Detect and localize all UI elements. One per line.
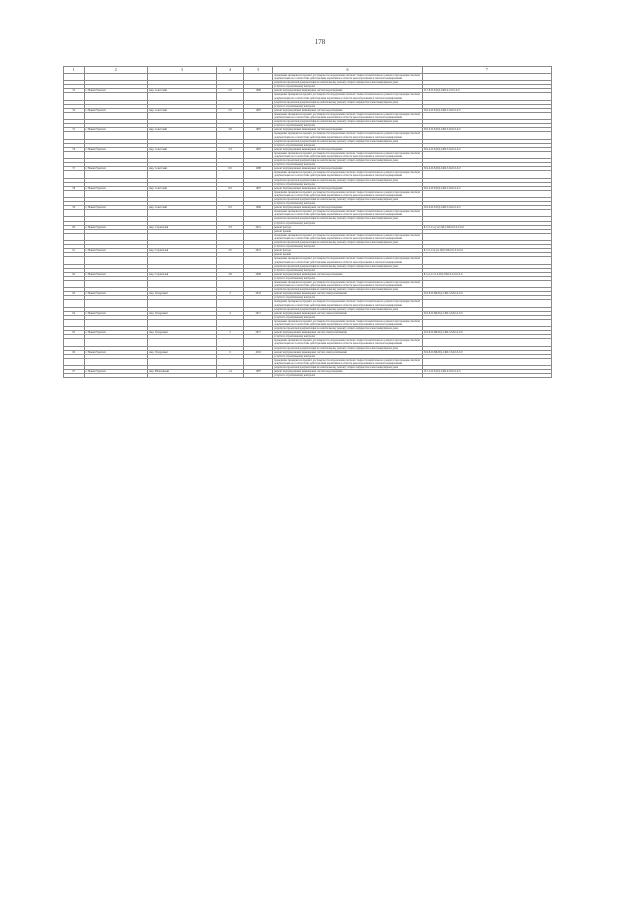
table-row: [64, 339, 552, 346]
street-cell: [148, 374, 217, 378]
work-type-cell: услуги по строительному контролю: [273, 335, 423, 339]
work-type-cell: проведение проверки на предмет достоверности определения сметной стоимости капитального ремонта при проверке сметной документации на соответствие действующим нормативам в области ценообразования в сметном нормировании: [273, 210, 423, 217]
row-number-cell: [64, 280, 85, 287]
column-number: 4: [216, 67, 244, 74]
work-type-cell: проведение проверки на предмет достоверности определения сметной стоимости капитального ремонта при проверке сметной документации на соответствие действующим нормативам в области ценообразования в сметном нормировании: [273, 339, 423, 346]
house-cell: 3/6: [216, 272, 244, 276]
table-row: [64, 132, 552, 139]
column-number: 7: [422, 67, 551, 74]
work-type-cell: разработка проектной документации по капитальному ремонту общего имущества в многоквартирном доме: [273, 264, 423, 268]
row-number-cell: 61: [64, 249, 85, 253]
street-cell: мкр. Тундровый: [148, 292, 217, 296]
street-cell: мкр. Советский: [148, 108, 217, 112]
work-type-cell: разработка проектной документации по капитальному ремонту общего имущества в многоквартирном доме: [273, 327, 423, 331]
year-cell: 1986: [244, 89, 273, 93]
table-row: [64, 374, 552, 378]
year-cell: [244, 74, 273, 81]
column-number: 1: [64, 67, 85, 74]
year-cell: 1987: [244, 370, 273, 374]
row-number-cell: [64, 300, 85, 307]
city-cell: [84, 171, 148, 178]
row-number-cell: 57: [64, 167, 85, 171]
work-type-cell: проведение проверки на предмет достоверности определения сметной стоимости капитального ремонта при проверке сметной документации на соответствие действующим нормативам в области ценообразования в сметном нормировании: [273, 280, 423, 287]
work-type-cell: услуги по строительному контролю: [273, 104, 423, 108]
street-cell: [148, 151, 217, 158]
work-type-cell: ремонт внутридомовых инженерных систем водоотведения: [273, 272, 423, 276]
code-cell: [422, 233, 551, 240]
house-cell: 3: [216, 292, 244, 296]
row-number-cell: 66: [64, 350, 85, 354]
work-type-cell: проведение проверки на предмет достоверности определения сметной стоимости капитального ремонта при проверке сметной документации на соответствие действующим нормативам в области ценообразования в сметном нормировании: [273, 74, 423, 81]
row-number-cell: 55: [64, 128, 85, 132]
street-cell: мкр. Строителей: [148, 272, 217, 276]
street-cell: мкр. Советский: [148, 147, 217, 151]
street-cell: [148, 339, 217, 346]
work-type-cell: ремонт внутридомовых инженерных систем водоотведения: [273, 370, 423, 374]
row-number-cell: [64, 190, 85, 197]
work-type-cell: разработка проектной документации по капитальному ремонту общего имущества в многоквартирном доме: [273, 198, 423, 202]
street-cell: мкр. Юбилейный: [148, 370, 217, 374]
year-cell: 1986: [244, 206, 273, 210]
city-cell: г. Новый Уренгой: [84, 331, 148, 335]
work-type-cell: ремонт внутридомовых инженерных систем водоотведения: [273, 167, 423, 171]
street-cell: [148, 257, 217, 264]
code-cell: [422, 339, 551, 346]
table-row: [64, 171, 552, 178]
year-cell: [244, 233, 273, 240]
code-cell: П-9-4-П-8-ПД-СКБ-5-М-0-0-0-0: [422, 167, 551, 171]
code-cell: П-9-3-П-8-ПД-СКБ-3-М-0-0-0-0: [422, 128, 551, 132]
code-cell: [422, 74, 551, 81]
city-cell: [84, 257, 148, 264]
code-cell: Б-5-4-Сэ-0-0-ПД-СКБ-0-0-0-0-0-0: [422, 272, 551, 276]
table-row: [64, 280, 552, 287]
code-cell: П-9-8-П-8Ф-ПД-СКБ-3-М-0-0-0-0: [422, 292, 551, 296]
work-type-cell: разработка проектной документации по капитальному ремонту общего имущества в многоквартирном доме: [273, 159, 423, 163]
city-cell: г. Новый Уренгой: [84, 350, 148, 354]
code-cell: [422, 280, 551, 287]
code-cell: [422, 93, 551, 100]
row-number-cell: [64, 374, 85, 378]
year-cell: [244, 358, 273, 365]
city-cell: г. Новый Уренгой: [84, 249, 148, 253]
row-number-cell: [64, 151, 85, 158]
page-number: 178: [314, 38, 326, 46]
row-number-cell: [64, 93, 85, 100]
capital-repair-table: [63, 66, 552, 378]
city-cell: [84, 151, 148, 158]
city-cell: г. Новый Уренгой: [84, 272, 148, 276]
work-type-cell: ремонт внутридомовых инженерных систем водоотведения: [273, 128, 423, 132]
code-cell: П-9-8-П-8Ф-ПД-СКБ-3-М-0-0-0-0: [422, 331, 551, 335]
city-cell: [84, 339, 148, 346]
house-cell: 8/2: [216, 167, 244, 171]
street-cell: мкр. Тундровый: [148, 350, 217, 354]
work-type-cell: проведение проверки на предмет достоверности определения сметной стоимости капитального ремонта при проверке сметной документации на соответствие действующим нормативам в области ценообразования в сметном нормировании: [273, 190, 423, 197]
city-cell: [84, 300, 148, 307]
work-type-cell: ремонт внутридомовых инженерных систем водоотведения: [273, 186, 423, 190]
city-cell: г. Новый Уренгой: [84, 167, 148, 171]
table-row: [64, 319, 552, 326]
row-number-cell: [64, 74, 85, 81]
work-type-cell: проведение проверки на предмет достоверности определения сметной стоимости капитального ремонта при проверке сметной документации на соответствие действующим нормативам в области ценообразования в сметном нормировании: [273, 300, 423, 307]
work-type-cell: услуги по строительному контролю: [273, 276, 423, 280]
house-cell: [216, 257, 244, 264]
street-cell: мкр. Тундровый: [148, 311, 217, 315]
house-cell: 2/5: [216, 108, 244, 112]
street-cell: [148, 280, 217, 287]
work-type-cell: разработка проектной документации по капитальному ремонту общего имущества в многоквартирном доме: [273, 81, 423, 85]
house-cell: [216, 319, 244, 326]
city-cell: [84, 358, 148, 365]
work-type-cell: услуги по строительному контролю: [273, 143, 423, 147]
year-cell: 2015: [244, 225, 273, 229]
year-cell: [244, 280, 273, 287]
work-type-cell: проведение проверки на предмет достоверности определения сметной стоимости капитального ремонта при проверке сметной документации на соответствие действующим нормативам в области ценообразования в сметном нормировании: [273, 257, 423, 264]
street-cell: [148, 190, 217, 197]
continuation-row: [64, 74, 552, 81]
house-cell: [216, 374, 244, 378]
street-cell: мкр. Строителей: [148, 225, 217, 229]
year-cell: [244, 210, 273, 217]
city-cell: [84, 210, 148, 217]
row-number-cell: 62: [64, 272, 85, 276]
city-cell: [84, 319, 148, 326]
code-cell: Б-5-3-Сэ-(г)-0-ПД-СКБ-0-0-0-0-0-0: [422, 225, 551, 229]
work-type-cell: услуги по строительному контролю: [273, 221, 423, 225]
house-cell: 3/3: [216, 225, 244, 229]
house-cell: [216, 190, 244, 197]
work-type-cell: разработка проектной документации по капитальному ремонту общего имущества в многоквартирном доме: [273, 346, 423, 350]
street-cell: мкр. Советский: [148, 186, 217, 190]
row-number-cell: 56: [64, 147, 85, 151]
row-number-cell: 59: [64, 206, 85, 210]
work-type-cell: ремонт фасада: [273, 249, 423, 253]
row-number-cell: 54: [64, 108, 85, 112]
year-cell: 1987: [244, 186, 273, 190]
work-type-cell: ремонт внутридомовых инженерных систем электроснабжения: [273, 331, 423, 335]
street-cell: мкр. Советский: [148, 128, 217, 132]
city-cell: [84, 112, 148, 119]
code-cell: [422, 190, 551, 197]
city-cell: [84, 190, 148, 197]
city-cell: [84, 93, 148, 100]
table-row: [64, 358, 552, 365]
row-number-cell: [64, 171, 85, 178]
street-cell: мкр. Советский: [148, 89, 217, 93]
work-type-cell: ремонт внутридомовых инженерных систем водоотведения: [273, 108, 423, 112]
house-cell: [216, 210, 244, 217]
street-cell: [148, 74, 217, 81]
city-cell: г. Новый Уренгой: [84, 186, 148, 190]
house-cell: [216, 74, 244, 81]
city-cell: [84, 132, 148, 139]
city-cell: г. Новый Уренгой: [84, 206, 148, 210]
column-number: 2: [84, 67, 148, 74]
code-cell: [422, 210, 551, 217]
city-cell: [84, 280, 148, 287]
row-number-cell: 60: [64, 225, 85, 229]
work-type-cell: проведение проверки на предмет достоверности определения сметной стоимости капитального ремонта при проверке сметной документации на соответствие действующим нормативам в области ценообразования в сметном нормировании: [273, 319, 423, 326]
work-type-cell: разработка проектной документации по капитальному ремонту общего имущества в многоквартирном доме: [273, 178, 423, 182]
row-number-cell: 53: [64, 89, 85, 93]
house-cell: 9/2: [216, 206, 244, 210]
year-cell: 2008: [244, 272, 273, 276]
code-cell: [422, 374, 551, 378]
column-number: 6: [273, 67, 423, 74]
table-row: [64, 190, 552, 197]
row-number-cell: 58: [64, 186, 85, 190]
house-cell: 8/4: [216, 186, 244, 190]
city-cell: г. Новый Уренгой: [84, 292, 148, 296]
code-cell: [422, 257, 551, 264]
work-type-cell: проведение проверки на предмет достоверности определения сметной стоимости капитального ремонта при проверке сметной документации на соответствие действующим нормативам в области ценообразования в сметном нормировании: [273, 151, 423, 158]
code-cell: [422, 132, 551, 139]
work-type-cell: ремонт крыши: [273, 253, 423, 257]
street-cell: [148, 112, 217, 119]
house-cell: [216, 339, 244, 346]
house-cell: [216, 112, 244, 119]
work-type-cell: ремонт крыши: [273, 229, 423, 233]
code-cell: [422, 319, 551, 326]
row-number-cell: [64, 112, 85, 119]
city-cell: [84, 374, 148, 378]
work-type-cell: разработка проектной документации по капитальному ремонту общего имущества в многоквартирном доме: [273, 307, 423, 311]
table-row: [64, 257, 552, 264]
row-number-cell: [64, 339, 85, 346]
work-type-cell: ремонт внутридомовых инженерных систем электроснабжения: [273, 350, 423, 354]
house-cell: 6: [216, 350, 244, 354]
work-type-cell: ремонт внутридомовых инженерных систем водоотведения: [273, 89, 423, 93]
table-row: [64, 112, 552, 119]
year-cell: 1987: [244, 108, 273, 112]
work-type-cell: разработка проектной документации по капитальному ремонту общего имущества в многоквартирном доме: [273, 288, 423, 292]
work-type-cell: разработка проектной документации по капитальному ремонту общего имущества в многоквартирном доме: [273, 120, 423, 124]
work-type-cell: разработка проектной документации по капитальному ремонту общего имущества в многоквартирном доме: [273, 100, 423, 104]
street-cell: [148, 319, 217, 326]
work-type-cell: ремонт внутридомовых инженерных систем водоотведения: [273, 206, 423, 210]
house-cell: [216, 300, 244, 307]
row-number-cell: 63: [64, 292, 85, 296]
year-cell: [244, 257, 273, 264]
year-cell: [244, 151, 273, 158]
column-number-row: [64, 67, 552, 74]
street-cell: [148, 93, 217, 100]
house-cell: 2/6: [216, 128, 244, 132]
year-cell: 2016: [244, 350, 273, 354]
table-row: [64, 210, 552, 217]
year-cell: 2015: [244, 249, 273, 253]
code-cell: П-9-8-П-8Ф-ПД-СКБ-3-М-0-0-0-0: [422, 350, 551, 354]
house-cell: 3/5: [216, 249, 244, 253]
code-cell: [422, 300, 551, 307]
work-type-cell: ремонт внутридомовых инженерных систем электроснабжения: [273, 292, 423, 296]
row-number-cell: [64, 358, 85, 365]
street-cell: [148, 233, 217, 240]
street-cell: [148, 132, 217, 139]
table-row: [64, 233, 552, 240]
work-type-cell: разработка проектной документации по капитальному ремонту общего имущества в многоквартирном доме: [273, 139, 423, 143]
street-cell: [148, 171, 217, 178]
table-row: [64, 93, 552, 100]
work-type-cell: ремонт фасада: [273, 225, 423, 229]
work-type-cell: услуги по строительному контролю: [273, 296, 423, 300]
year-cell: [244, 132, 273, 139]
street-cell: мкр. Строителей: [148, 249, 217, 253]
city-cell: г. Новый Уренгой: [84, 311, 148, 315]
year-cell: 1987: [244, 147, 273, 151]
year-cell: 2019: [244, 292, 273, 296]
work-type-cell: проведение проверки на предмет достоверности определения сметной стоимости капитального ремонта при проверке сметной документации на соответствие действующим нормативам в области ценообразования в сметном нормировании: [273, 171, 423, 178]
work-type-cell: услуги по строительному контролю: [273, 85, 423, 89]
house-cell: [216, 233, 244, 240]
street-cell: мкр. Советский: [148, 167, 217, 171]
city-cell: г. Новый Уренгой: [84, 89, 148, 93]
street-cell: мкр. Советский: [148, 206, 217, 210]
table-row: [64, 151, 552, 158]
code-cell: Б-5-3-Сэ(г)-0-ПД-СКБ-0-0-0-0-0-0: [422, 249, 551, 253]
city-cell: г. Новый Уренгой: [84, 225, 148, 229]
table-row: [64, 300, 552, 307]
row-number-cell: [64, 132, 85, 139]
year-cell: [244, 190, 273, 197]
work-type-cell: ремонт внутридомовых инженерных систем электроснабжения: [273, 311, 423, 315]
code-cell: П-7-2-П-8-ПД-СКБ-0-М-0-0-0-0: [422, 370, 551, 374]
work-type-cell: услуги по строительному контролю: [273, 124, 423, 128]
row-number-cell: 67: [64, 370, 85, 374]
work-type-cell: проведение проверки на предмет достоверности определения сметной стоимости капитального ремонта при проверке сметной документации на соответствие действующим нормативам в области ценообразования в сметном нормировании: [273, 358, 423, 365]
house-cell: 4: [216, 311, 244, 315]
house-cell: [216, 171, 244, 178]
city-cell: [84, 74, 148, 81]
city-cell: г. Новый Уренгой: [84, 128, 148, 132]
code-cell: [422, 151, 551, 158]
house-cell: [216, 280, 244, 287]
code-cell: [422, 171, 551, 178]
row-number-cell: [64, 233, 85, 240]
code-cell: П-9-8-П-8Ф-ПД-СКБ-3-М-0-0-0-0: [422, 311, 551, 315]
house-cell: 5: [216, 331, 244, 335]
work-type-cell: услуги по строительному контролю: [273, 245, 423, 249]
work-type-cell: разработка проектной документации по капитальному ремонту общего имущества в многоквартирном доме: [273, 217, 423, 221]
work-type-cell: услуги по строительному контролю: [273, 268, 423, 272]
row-number-cell: [64, 210, 85, 217]
street-cell: [148, 210, 217, 217]
year-cell: 1987: [244, 128, 273, 132]
year-cell: 2017: [244, 311, 273, 315]
house-cell: 2/2: [216, 89, 244, 93]
year-cell: [244, 93, 273, 100]
code-cell: П-9-4-П-8-ПД-СКБ-5-М-0-0-0-0: [422, 108, 551, 112]
row-number-cell: [64, 257, 85, 264]
code-cell: [422, 112, 551, 119]
work-type-cell: услуги по строительному контролю: [273, 202, 423, 206]
street-cell: [148, 358, 217, 365]
street-cell: мкр. Тундровый: [148, 331, 217, 335]
house-cell: [216, 132, 244, 139]
work-type-cell: разработка проектной документации по капитальному ремонту общего имущества в многоквартирном доме: [273, 366, 423, 370]
code-cell: П-9-6-П-8-ПД-СКБ-5-М-0-0-0-0: [422, 206, 551, 210]
row-number-cell: 65: [64, 331, 85, 335]
work-type-cell: проведение проверки на предмет достоверности определения сметной стоимости капитального ремонта при проверке сметной документации на соответствие действующим нормативам в области ценообразования в сметном нормировании: [273, 93, 423, 100]
city-cell: [84, 233, 148, 240]
city-cell: г. Новый Уренгой: [84, 147, 148, 151]
house-cell: 3/3: [216, 147, 244, 151]
code-cell: П-9-2-П-8-ПД-СКБ-5-М-0-0-0-0: [422, 186, 551, 190]
code-cell: П-7-8-П-8-ПД-СКБ-0-2-0-0-0-0: [422, 89, 551, 93]
year-cell: 2017: [244, 331, 273, 335]
work-type-cell: проведение проверки на предмет достоверности определения сметной стоимости капитального ремонта при проверке сметной документации на соответствие действующим нормативам в области ценообразования в сметном нормировании: [273, 132, 423, 139]
year-cell: [244, 171, 273, 178]
year-cell: [244, 300, 273, 307]
column-number: 5: [244, 67, 273, 74]
code-cell: П-9-4-П-8-ПД-СКБ-5-М-0-0-0-0: [422, 147, 551, 151]
street-cell: [148, 300, 217, 307]
city-cell: г. Новый Уренгой: [84, 370, 148, 374]
year-cell: [244, 112, 273, 119]
row-number-cell: [64, 319, 85, 326]
work-type-cell: услуги по строительному контролю: [273, 315, 423, 319]
year-cell: 1988: [244, 167, 273, 171]
year-cell: [244, 374, 273, 378]
work-type-cell: ремонт внутридомовых инженерных систем водоотведения: [273, 147, 423, 151]
work-type-cell: проведение проверки на предмет достоверности определения сметной стоимости капитального ремонта при проверке сметной документации на соответствие действующим нормативам в области ценообразования в сметном нормировании: [273, 112, 423, 119]
work-type-cell: услуги по строительному контролю: [273, 374, 423, 378]
house-cell: [216, 93, 244, 100]
year-cell: [244, 339, 273, 346]
work-type-cell: проведение проверки на предмет достоверности определения сметной стоимости капитального ремонта при проверке сметной документации на соответствие действующим нормативам в области ценообразования в сметном нормировании: [273, 233, 423, 240]
house-cell: [216, 151, 244, 158]
column-number: 3: [148, 67, 217, 74]
work-type-cell: услуги по строительному контролю: [273, 163, 423, 167]
work-type-cell: услуги по строительному контролю: [273, 354, 423, 358]
house-cell: [216, 358, 244, 365]
year-cell: [244, 319, 273, 326]
city-cell: г. Новый Уренгой: [84, 108, 148, 112]
work-type-cell: разработка проектной документации по капитальному ремонту общего имущества в многоквартирном доме: [273, 241, 423, 245]
code-cell: [422, 358, 551, 365]
row-number-cell: 64: [64, 311, 85, 315]
house-cell: 1/4: [216, 370, 244, 374]
work-type-cell: услуги по строительному контролю: [273, 182, 423, 186]
